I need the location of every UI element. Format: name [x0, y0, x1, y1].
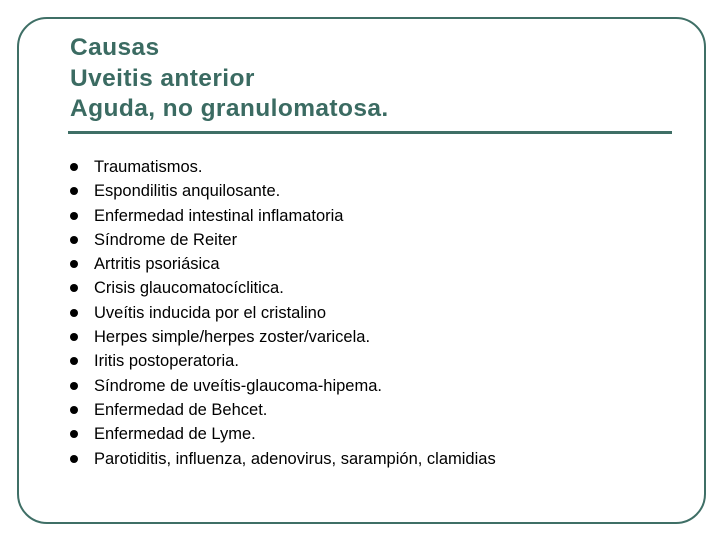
title-divider	[68, 131, 672, 134]
list-item-text: Traumatismos.	[94, 158, 203, 176]
list-item-text: Síndrome de Reiter	[94, 230, 238, 249]
bullet-icon	[70, 236, 78, 244]
list-item-text: Parotiditis, influenza, adenovirus, sarampión, clamidias	[94, 449, 496, 468]
list-item-text: Crisis glaucomatocíclitica.	[94, 279, 284, 298]
list-item-text: Enfermedad de Lyme.	[94, 425, 256, 444]
bullet-icon	[70, 163, 78, 171]
bullet-icon	[70, 309, 78, 317]
list-item-text: Artritis psoriásica	[94, 255, 220, 274]
bullet-icon	[70, 455, 78, 463]
list-item-text: Espondilitis anquilosante.	[94, 182, 281, 201]
bullet-icon	[70, 212, 78, 220]
title-line-causas: Causas	[70, 34, 160, 61]
bullet-icon	[70, 406, 78, 414]
list-item-text: Enfermedad de Behcet.	[94, 400, 268, 419]
list-item-text: Enfermedad intestinal inflamatoria	[94, 206, 344, 225]
list-item-text: Síndrome de uveítis-glaucoma-hipema.	[94, 376, 382, 395]
title-line-uveitis-anterior: Uveitis anterior	[70, 64, 255, 92]
list-item-text: Uveítis inducida por el cristalino	[94, 303, 327, 322]
title-line-aguda: Aguda, no granulomatosa.	[70, 95, 389, 122]
list-item-text: Herpes simple/herpes zoster/varicela.	[94, 328, 371, 347]
list-item-text: Iritis postoperatoria.	[94, 352, 239, 371]
bullet-icon	[70, 382, 78, 390]
slide-title	[70, 33, 389, 125]
